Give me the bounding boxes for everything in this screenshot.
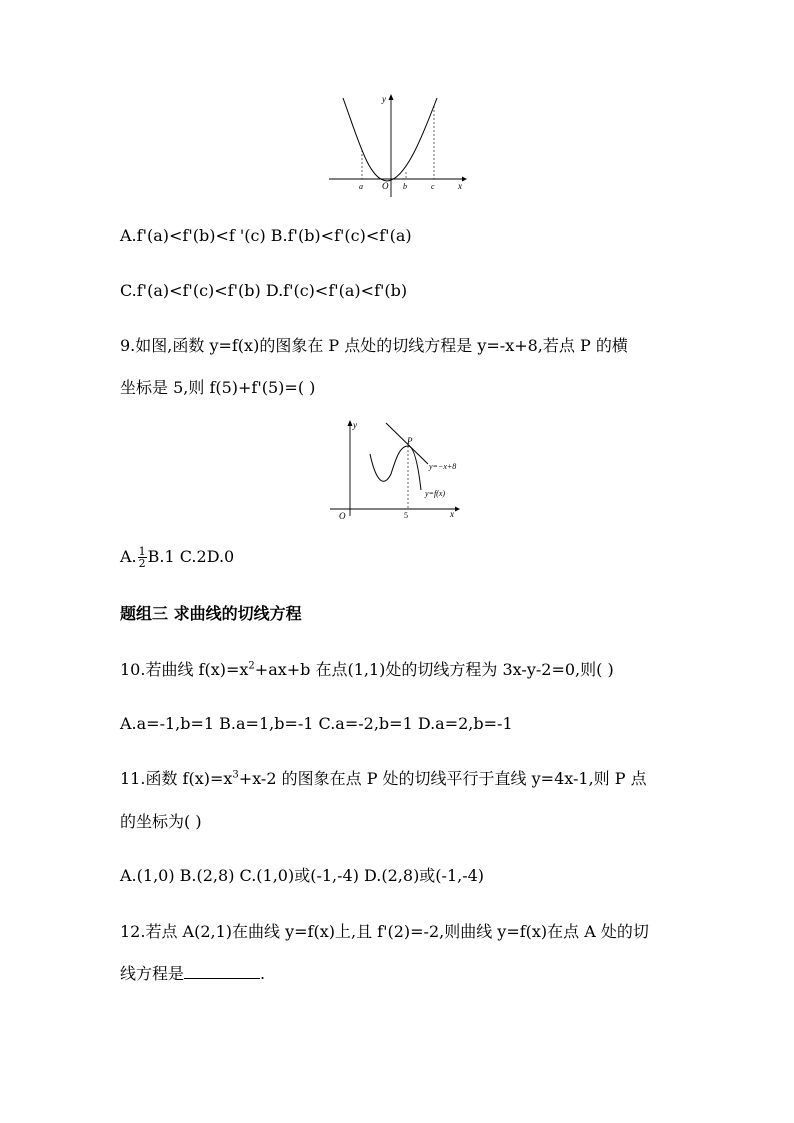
parabola-curve <box>343 98 437 181</box>
fraction-denominator: 2 <box>138 557 146 570</box>
section-title: 题组三 求曲线的切线方程 <box>120 604 302 623</box>
curve-f <box>370 446 421 490</box>
q9-options <box>120 546 234 569</box>
q8-options-line2: C.f'(a)<f'(c)<f'(b) D.f'(c)<f'(a)<f'(b) <box>120 281 408 300</box>
q9-stem-line2: 坐标是 5,则 f(5)+f'(5)=( ) <box>120 378 316 397</box>
q11-options: A.(1,0) B.(2,8) C.(1,0)或(-1,-4) D.(2,8)或(-1,-4) <box>120 866 485 885</box>
q12-stem-line2-pre: 线方程是 <box>120 964 185 983</box>
tick-label-a: a <box>359 182 363 191</box>
q11-stem-post: +x-2 的图象在点 P 处的切线平行于直线 y=4x-1,则 P 点 <box>238 769 647 788</box>
tick-label-b: b <box>403 182 407 191</box>
q10-stem-pre: 10.若曲线 f(x)=x <box>120 660 249 679</box>
tick-label-c: c <box>431 182 435 191</box>
q8-options-line1: A.f'(a)<f'(b)<f '(c) B.f'(b)<f'(c)<f'(a) <box>120 226 412 245</box>
x-axis-arrow <box>455 507 460 512</box>
point-p-label: P <box>407 436 413 446</box>
q12-stem-line2 <box>120 963 265 985</box>
x-label: x <box>450 509 454 519</box>
y-label: y <box>382 94 386 104</box>
y-label: y <box>353 420 357 430</box>
tangent-figure <box>328 418 468 526</box>
fraction-numerator: 1 <box>138 545 146 558</box>
q9-options-rest: B.1 C.2D.0 <box>147 547 235 566</box>
q12-stem-line1: 12.若点 A(2,1)在曲线 y=f(x)上,且 f'(2)=-2,则曲线 y=f(x)在点 A 处的切 <box>120 922 649 941</box>
x-axis-arrow <box>462 177 467 182</box>
answer-blank[interactable] <box>184 964 260 979</box>
tick-label-5: 5 <box>404 511 408 520</box>
q10-stem <box>120 659 614 681</box>
q9-option-a-prefix: A. <box>120 547 137 566</box>
fraction-one-half <box>138 546 147 569</box>
y-axis-arrow <box>348 420 353 426</box>
q11-stem-line2: 的坐标为( ) <box>120 812 202 831</box>
q10-exponent: 2 <box>248 660 255 672</box>
q11-exponent: 3 <box>232 769 239 781</box>
x-label: x <box>458 181 462 191</box>
q10-stem-post: +ax+b 在点(1,1)处的切线方程为 3x-y-2=0,则( ) <box>254 660 614 679</box>
origin-label: O <box>382 181 389 191</box>
origin-label: O <box>339 511 346 521</box>
parabola-figure <box>325 92 470 202</box>
q11-stem-line1 <box>120 768 647 790</box>
tangent-equation-label: y=−x+8 <box>429 462 457 471</box>
y-axis-arrow <box>389 94 394 100</box>
q10-options: A.a=-1,b=1 B.a=1,b=-1 C.a=-2,b=1 D.a=2,b=-1 <box>120 714 513 733</box>
q12-stem-line2-post: . <box>260 964 266 983</box>
curve-equation-label: y=f(x) <box>425 489 446 498</box>
q11-stem-pre: 11.函数 f(x)=x <box>120 769 233 788</box>
q9-stem-line1: 9.如图,函数 y=f(x)的图象在 P 点处的切线方程是 y=-x+8,若点 P 的横 <box>120 336 628 355</box>
